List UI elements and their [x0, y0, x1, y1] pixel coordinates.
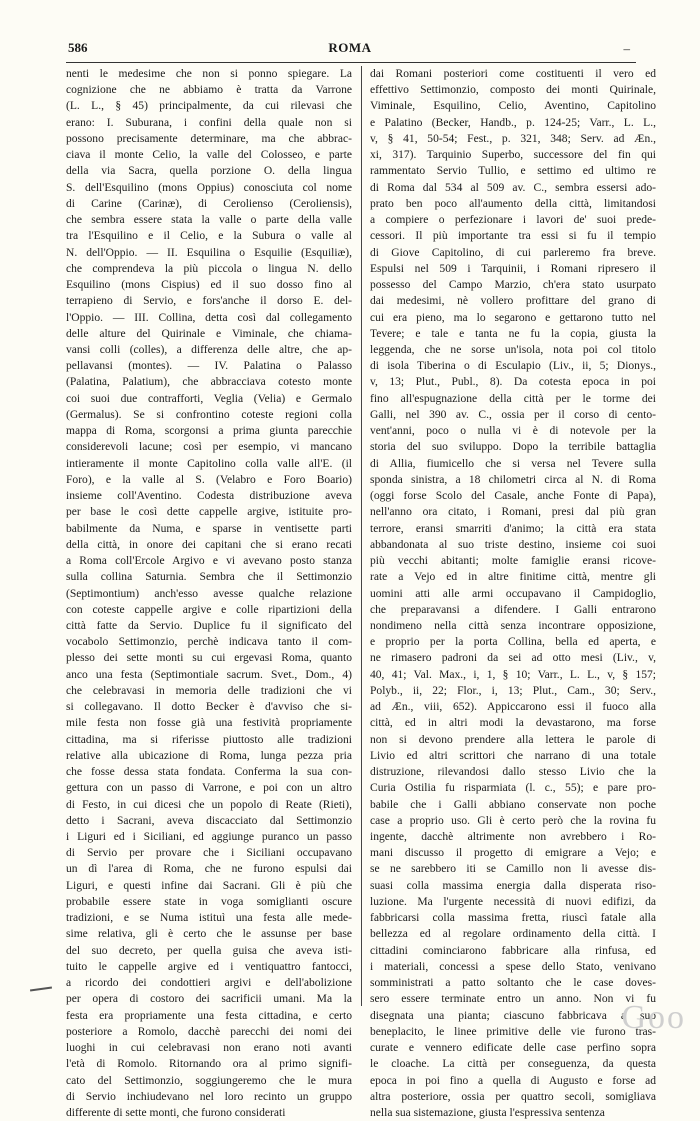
text-line: Tevere; e tale e tanta ne fu la copia, giusta la: [370, 327, 656, 340]
text-line: non si devono prendere alla lettera le parole di: [370, 733, 656, 746]
text-line: nondimeno nella città senza incontrare opposizione,: [370, 619, 656, 632]
text-line: i Liguri ed i Siciliani, ed aggiunge puranco un passo: [66, 831, 352, 844]
text-line: tradizioni, e se Numa istituì una festa alle mede-: [66, 912, 352, 925]
text-line: fabbricarsi colla massima fretta, riuscì fatale alla: [370, 912, 656, 925]
text-line: (oggi forse Scolo del Casale, anche Fonte di Papa),: [370, 490, 656, 503]
text-line: suasi colla massima energia dalla disperata riso-: [370, 879, 656, 892]
text-line: ciava il monte Celio, la valle del Colosseo, e parte: [66, 149, 352, 162]
text-line: effettivo Settimonzio, composto dei monti Quirinale,: [370, 84, 656, 97]
text-line: Viminale, Esquilino, Celio, Aventino, Capitolino: [370, 100, 656, 113]
header-rule: [66, 62, 636, 63]
text-line: per opera di costoro dei sacrificii umani. Ma la: [66, 993, 352, 1006]
text-line: distruzione, rilevandosi dallo stesso Livio che la: [370, 766, 656, 779]
text-line: di Giove Capitolino, di cui parleremo fra breve.: [370, 246, 656, 259]
text-line: l'età di Romolo. Ritornando ora al primo signifi-: [66, 1058, 352, 1071]
text-line: per base le così dette cappelle argive, istituite pro-: [66, 506, 352, 519]
text-line: prato ben poco all'aumento della città, limitandosi: [370, 197, 656, 210]
text-line: 40, 41; Val. Max., i, 1, § 10; Varr., L. L., v, § 157;: [370, 668, 656, 681]
text-line: uomini atti alle armi occupavano il Campidoglio,: [370, 587, 656, 600]
text-line: S. dell'Esquilino (mons Oppius) conosciuta col nome: [66, 181, 352, 194]
text-line: di Servio per provare che i Siciliani occupavano: [66, 847, 352, 860]
text-line: vent'anni, poco o nulla vi è di notevole per la: [370, 425, 656, 438]
header-dash: –: [623, 41, 630, 56]
text-line: cessori. Il più importante tra essi si fu il tempio: [370, 230, 656, 243]
text-line: cognizione che ne abbiamo è tratta da Varrone: [66, 84, 352, 97]
text-line: cato del Settimonzio, soggiungeremo che le mura: [66, 1074, 352, 1087]
text-line: vocabolo Settimonzio, perchè indicava tanto il com-: [66, 636, 352, 649]
left-text-column: [66, 66, 352, 1119]
text-line: epoca in poi fino a quella di Augusto e forse ad: [370, 1074, 656, 1087]
text-line: plesso dei sette monti su cui ergevasi Roma, quanto: [66, 652, 352, 665]
text-line: nella sua sistemazione, giusta l'espressiva sentenza: [370, 1107, 605, 1119]
text-line: fino all'espugnazione della città per le torme dei: [370, 392, 656, 405]
text-line: erano: I. Suburana, i confini della quale non si: [66, 116, 352, 129]
text-line: se ne sarebbero iti se Camillo non li avesse dis-: [370, 863, 656, 876]
text-line: coi suoi due contrafforti, Veglia (Velia) e Germalo: [66, 392, 352, 405]
text-line: v, § 41, 50-54; Fest., p. 321, 348; Serv. ad Æn.,: [370, 132, 656, 145]
text-line: che sembra essere stata la valle o parte della valle: [66, 214, 352, 227]
text-line: rammentato Servio Tullio, e settimo ed ultimo re: [370, 165, 656, 178]
text-line: che comprendeva la più piccola o lingua N. dello: [66, 262, 352, 275]
text-line: insieme coll'Aventino. Codesta distribuzione aveva: [66, 490, 352, 503]
column-divider: [361, 66, 362, 1006]
text-line: abbandonata al suo triste destino, insieme coi suoi: [370, 538, 656, 551]
text-line: differente di sette monti, che furono considerati: [66, 1107, 286, 1119]
text-line: di Carine (Carinæ), di Cerolienso (Ceroliensis),: [66, 197, 352, 210]
text-line: luoghi in cui celebravasi non erano noti avanti: [66, 1042, 352, 1055]
text-line: e proprio per la porta Collina, bella ed aperta, e: [370, 636, 656, 649]
text-line: terrore, eransi smarriti d'animo; la città era stata: [370, 522, 656, 535]
text-line: Liguri, e questi infine dai Sacrani. Gli è più che: [66, 879, 352, 892]
running-title: ROMA: [328, 40, 372, 55]
text-line: bellezza ed al regolare ordinamento della città. I: [370, 928, 656, 941]
text-line: somministrati a patto soltanto che le case doves-: [370, 977, 656, 990]
text-line: mappa di Roma, scorgonsi a prima giunta parecchie: [66, 425, 352, 438]
text-line: sero essere terminate entro un anno. Non vi fu: [370, 993, 656, 1006]
text-line: Esquilino (mons Cispius) ed il suo dosso fino al: [66, 279, 352, 292]
text-line: città, ed in altri modi la devastarono, ma forse: [370, 717, 656, 730]
text-line: altra posteriore, ossia per quattro secoli, somigliava: [370, 1090, 656, 1103]
text-line: della città, in onore dei capitani che si erano recati: [66, 538, 352, 551]
scan-watermark: Goo: [621, 999, 686, 1036]
text-line: beneplacito, le linee primitive delle vie furono tras-: [370, 1025, 656, 1038]
text-line: Polyb., ii, 22; Flor., i, 13; Plut., Cam., 30; Serv.,: [370, 684, 656, 697]
text-line: storia del suo sviluppo. Dopo la terribile battaglia: [370, 441, 656, 454]
text-line: Espulsi nel 509 i Tarquinii, i Romani ripresero il: [370, 262, 656, 275]
text-line: un dì l'area di Roma, che ne furono espulsi dai: [66, 863, 352, 876]
text-line: posteriore a Romolo, dacchè parecchi dei nomi dei: [66, 1025, 352, 1038]
text-line: Curia Ostilia fu risparmiata (l. c., 55); e pare pro-: [370, 782, 656, 795]
text-line: intieramente il monte Capitolino colla valle all'E. (il: [66, 457, 352, 470]
text-line: Livio ed altri scrittori che narrano di una totale: [370, 749, 656, 762]
text-line: N. dell'Oppio. — II. Esquilina o Esquilie (Esquiliæ),: [66, 246, 352, 259]
text-line: leggenda, che ne sorse un'isola, nota poi col titolo: [370, 343, 656, 356]
text-line: cui era pieno, ma lo segarono e gettarono tutto nel: [370, 311, 656, 324]
text-line: di isola Tiberina o di Esculapio (Liv., ii, 5; Dionys.,: [370, 360, 656, 373]
text-line: di Festo, in cui dicesi che un popolo di Reate (Rieti),: [66, 798, 352, 811]
text-line: nell'anno ora citato, i Romani, presi dal più gran: [370, 506, 656, 519]
text-line: disegnata una pianta; ciascuno fabbricava a suo: [370, 1009, 656, 1022]
text-line: Galli, nel 390 av. C., ossia per il corso di cento-: [370, 408, 656, 421]
margin-mark: [30, 986, 52, 991]
text-line: dai Romani posteriori come costituenti il vero ed: [370, 68, 656, 80]
text-line: probabile essere state in voga somiglianti oscure: [66, 895, 352, 908]
text-line: (Germalus). Se si confrontino coteste regioni colla: [66, 408, 352, 421]
text-line: cittadini cominciarono fabbricare alla rinfusa, ed: [370, 944, 656, 957]
text-line: della via Sacra, quella porzione O. della lingua: [66, 165, 352, 178]
text-line: i materiali, concessi a spese dello Stato, venivano: [370, 960, 656, 973]
text-line: luzione. Ma l'urgente necessità di nuovi edifizi, da: [370, 895, 656, 908]
text-line: mile festa non fosse già una festività propriamente: [66, 717, 352, 730]
text-line: (Septimontium) anch'esso avesse qualche relazione: [66, 587, 352, 600]
text-line: città fatte da Servio. Duplice fu il significato del: [66, 619, 352, 632]
text-line: tuito le cappelle argive ed i ventiquattro fantocci,: [66, 960, 352, 973]
text-line: babilmente da Numa, e sparse in ventisette parti: [66, 522, 352, 535]
text-line: le cloache. La città per conseguenza, da questa: [370, 1058, 656, 1071]
text-line: babile che i Galli abbiano conservate non poche: [370, 798, 656, 811]
text-line: più vecchi abitanti; molte famiglie eransi ricove-: [370, 555, 656, 568]
text-line: sulla collina Saturnia. Sembra che il Settimonzio: [66, 571, 352, 584]
text-line: curate e vennero edificate delle case perfino sopra: [370, 1042, 656, 1055]
text-line: di Roma dal 534 al 509 av. C., sembra essersi ado-: [370, 181, 656, 194]
text-line: terrapieno di Servio, e fors'anche il dorso E. del-: [66, 295, 352, 308]
page-number: 586: [68, 40, 88, 55]
text-line: cittadina, ma si riferisse piuttosto alle tradizioni: [66, 733, 352, 746]
text-line: sponda sinistra, a 18 chilometri circa al N. di Roma: [370, 473, 656, 486]
text-line: gettura con un passo di Varrone, e poi con un altro: [66, 782, 352, 795]
text-line: a ricordo dei condottieri argivi e dell'abolizione: [66, 977, 352, 990]
text-line: possono precisamente determinare, ma che abbrac-: [66, 132, 352, 145]
text-line: che preparavansi a difendere. I Galli entrarono: [370, 603, 656, 616]
text-line: Foro), e la valle al S. (Velabro e Foro Boario): [66, 473, 352, 486]
text-line: festa era propriamente una festa cittadina, e certo: [66, 1009, 352, 1022]
text-line: ingente, dacchè altrimente non avrebbero i Ro-: [370, 831, 656, 844]
text-line: che celebravasi in memoria delle tradizioni che vi: [66, 684, 352, 697]
text-line: ad Æn., viii, 652). Appiccarono essi il fuoco alla: [370, 701, 656, 714]
text-line: xi, 317). Tarquinio Superbo, successore del fin qui: [370, 149, 656, 162]
text-line: mani discusso il progetto di emigrare a Vejo; e: [370, 847, 656, 860]
text-line: di Servio inchiudevano nel loro recinto un gruppo: [66, 1090, 352, 1103]
text-line: case a proprio uso. Gli è certo però che la rovina fu: [370, 814, 656, 827]
text-line: detto i Sacrani, aveva discacciato dal Settimonzio: [66, 814, 352, 827]
text-line: ne rimasero padroni da sei ad otto mesi (Liv., v,: [370, 652, 656, 665]
text-line: (L. L., § 45) principalmente, da cui rilevasi che: [66, 100, 352, 113]
text-line: considerevoli lacune; così per esempio, vi mancano: [66, 441, 352, 454]
text-line: (Palatina, Palatium), che abbracciava cotesto monte: [66, 376, 352, 389]
text-line: di Allia, fiumicello che si versa nel Tevere sulla: [370, 457, 656, 470]
text-line: nenti le medesime che non si ponno spiegare. La: [66, 68, 352, 80]
text-line: dai medesimi, nè vollero profittare del grano di: [370, 295, 656, 308]
text-line: l'Oppio. — III. Collina, detta così dal collegamento: [66, 311, 352, 324]
text-line: a Roma coll'Ercole Argivo e vi avevano posto stanza: [66, 555, 352, 568]
text-line: rate a Vejo ed in altre finitime città, mentre gli: [370, 571, 656, 584]
text-line: anco una festa (Septimontiale sacrum. Svet., Dom., 4): [66, 668, 352, 681]
text-line: relative alla ubicazione di Roma, lunga pezza pria: [66, 749, 352, 762]
text-line: e Palatino (Becker, Handb., p. 124-25; Varr., L. L.,: [370, 116, 656, 129]
text-line: possesso del Campo Marzio, ch'era stato usurpato: [370, 279, 656, 292]
text-line: delle alture del Quirinale e Viminale, che chiama-: [66, 327, 352, 340]
text-line: del suo decreto, per quella guisa che aveva isti-: [66, 944, 352, 957]
text-line: v, 13; Plut., Publ., 8). Da cotesta epoca in poi: [370, 376, 656, 389]
text-line: vansi colli (colles), a differenza delle altre, che ap-: [66, 343, 352, 356]
text-line: pellavansi (montes). — IV. Palatina o Palasso: [66, 360, 352, 373]
text-line: a compiere o perfezionare i lavori de' suoi prede-: [370, 214, 656, 227]
text-line: si collegavano. Il dotto Becker è d'avviso che si-: [66, 701, 352, 714]
text-line: con coteste cappelle argive e colle ripartizioni della: [66, 603, 352, 616]
text-line: tra l'Esquilino e il Celio, e la Subura o valle al: [66, 230, 352, 243]
text-line: sime relativa, gli è certo che le assunse per base: [66, 928, 352, 941]
page-header: [68, 40, 632, 60]
text-line: che fosse dessa stata fondata. Conferma la sua con-: [66, 766, 352, 779]
